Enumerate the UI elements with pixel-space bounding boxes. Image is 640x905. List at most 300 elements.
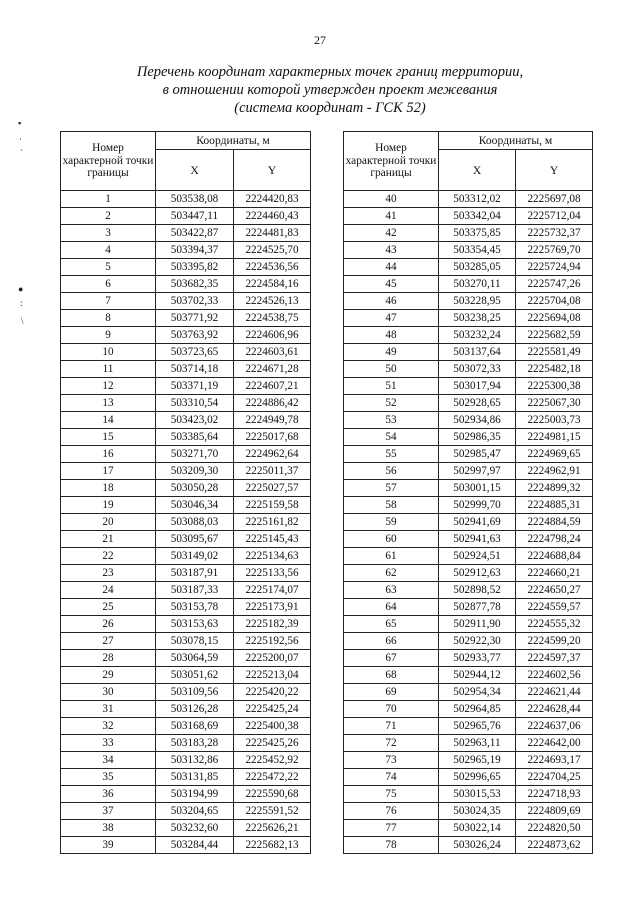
- x-coordinate-cell: 503312,02: [439, 191, 516, 208]
- point-number-cell: 72: [344, 735, 439, 752]
- x-coordinate-cell: 502941,69: [439, 514, 516, 531]
- y-coordinate-cell: 2225145,43: [234, 531, 311, 548]
- point-number-cell: 69: [344, 684, 439, 701]
- coordinates-header: Координаты, м: [156, 132, 311, 150]
- x-coordinate-cell: 502941,63: [439, 531, 516, 548]
- y-coordinate-cell: 2225017,68: [234, 429, 311, 446]
- y-coordinate-cell: 2224603,61: [234, 344, 311, 361]
- y-coordinate-cell: 2224481,83: [234, 225, 311, 242]
- x-coordinate-cell: 503232,60: [156, 820, 234, 837]
- x-coordinate-cell: 503394,37: [156, 242, 234, 259]
- y-coordinate-cell: 2225192,56: [234, 633, 311, 650]
- table-row: [344, 752, 593, 769]
- point-number-cell: 9: [61, 327, 156, 344]
- y-coordinate-cell: 2224688,84: [516, 548, 593, 565]
- x-coordinate-cell: 503051,62: [156, 667, 234, 684]
- y-coordinate-cell: 2224525,70: [234, 242, 311, 259]
- point-number-cell: 56: [344, 463, 439, 480]
- x-coordinate-cell: 503228,95: [439, 293, 516, 310]
- y-coordinate-cell: 2225161,82: [234, 514, 311, 531]
- x-coordinate-cell: 503285,05: [439, 259, 516, 276]
- y-coordinate-cell: 2224602,56: [516, 667, 593, 684]
- point-number-cell: 3: [61, 225, 156, 242]
- table-row: [344, 786, 593, 803]
- y-coordinate-cell: 2225581,49: [516, 344, 593, 361]
- table-row: [344, 395, 593, 412]
- y-coordinate-cell: 2225425,24: [234, 701, 311, 718]
- point-number-cell: 13: [61, 395, 156, 412]
- x-coordinate-cell: 503714,18: [156, 361, 234, 378]
- point-number-cell: 15: [61, 429, 156, 446]
- table-row: [61, 684, 311, 701]
- table-row: [344, 497, 593, 514]
- x-coordinate-cell: 503204,65: [156, 803, 234, 820]
- table-row: [61, 429, 311, 446]
- table-row: [344, 718, 593, 735]
- table-row: [61, 565, 311, 582]
- point-number-cell: 68: [344, 667, 439, 684]
- y-coordinate-cell: 2224538,75: [234, 310, 311, 327]
- table-row: [344, 616, 593, 633]
- x-coordinate-cell: 502934,86: [439, 412, 516, 429]
- table-row: [61, 837, 311, 854]
- table-row: [61, 769, 311, 786]
- point-number-cell: 31: [61, 701, 156, 718]
- table-row: [61, 327, 311, 344]
- y-coordinate-cell: 2225482,18: [516, 361, 593, 378]
- x-coordinate-cell: 503078,15: [156, 633, 234, 650]
- x-coordinate-cell: 502922,30: [439, 633, 516, 650]
- point-number-cell: 26: [61, 616, 156, 633]
- table-row: [61, 378, 311, 395]
- y-coordinate-cell: 2224693,17: [516, 752, 593, 769]
- x-coordinate-cell: 503001,15: [439, 480, 516, 497]
- x-coordinate-cell: 503046,34: [156, 497, 234, 514]
- point-number-cell: 21: [61, 531, 156, 548]
- y-coordinate-cell: 2225472,22: [234, 769, 311, 786]
- x-coordinate-cell: 502944,12: [439, 667, 516, 684]
- table-row: [61, 344, 311, 361]
- x-coordinate-cell: 503232,24: [439, 327, 516, 344]
- table-row: [61, 582, 311, 599]
- table-row: [61, 310, 311, 327]
- scan-mark: \: [21, 316, 24, 326]
- point-number-cell: 45: [344, 276, 439, 293]
- point-number-cell: 64: [344, 599, 439, 616]
- table-row: [344, 361, 593, 378]
- y-coordinate-cell: 2224885,31: [516, 497, 593, 514]
- x-coordinate-cell: 503422,87: [156, 225, 234, 242]
- y-coordinate-cell: 2224536,56: [234, 259, 311, 276]
- x-coordinate-cell: 503153,78: [156, 599, 234, 616]
- table-row: [61, 395, 311, 412]
- y-coordinate-cell: 2225682,59: [516, 327, 593, 344]
- y-coordinate-cell: 2225067,30: [516, 395, 593, 412]
- y-coordinate-cell: 2225027,57: [234, 480, 311, 497]
- table-row: [61, 497, 311, 514]
- table-row: [344, 565, 593, 582]
- y-coordinate-cell: 2225011,37: [234, 463, 311, 480]
- x-coordinate-cell: 502963,11: [439, 735, 516, 752]
- table-row: [344, 769, 593, 786]
- table-row: [61, 225, 311, 242]
- y-coordinate-cell: 2224798,24: [516, 531, 593, 548]
- x-coordinate-cell: 502999,70: [439, 497, 516, 514]
- table-row: [344, 480, 593, 497]
- y-coordinate-cell: 2224599,20: [516, 633, 593, 650]
- x-coordinate-cell: 502911,90: [439, 616, 516, 633]
- page-number: 27: [314, 33, 326, 47]
- y-coordinate-cell: 2224884,59: [516, 514, 593, 531]
- table-row: [344, 293, 593, 310]
- y-coordinate-cell: 2224597,37: [516, 650, 593, 667]
- point-number-cell: 67: [344, 650, 439, 667]
- y-coordinate-cell: 2224650,27: [516, 582, 593, 599]
- point-number-cell: 51: [344, 378, 439, 395]
- x-coordinate-cell: 503095,67: [156, 531, 234, 548]
- scan-mark: `: [20, 148, 23, 158]
- point-number-cell: 33: [61, 735, 156, 752]
- point-number-cell: 48: [344, 327, 439, 344]
- x-coordinate-cell: 503072,33: [439, 361, 516, 378]
- table-row: [344, 310, 593, 327]
- y-coordinate-cell: 2224621,44: [516, 684, 593, 701]
- table-row: [344, 820, 593, 837]
- table-row: [344, 837, 593, 854]
- x-coordinate-cell: 503284,44: [156, 837, 234, 854]
- point-number-cell: 18: [61, 480, 156, 497]
- y-coordinate-cell: 2225591,52: [234, 803, 311, 820]
- x-coordinate-cell: 503024,35: [439, 803, 516, 820]
- point-number-cell: 49: [344, 344, 439, 361]
- y-coordinate-cell: 2225732,37: [516, 225, 593, 242]
- y-coordinate-cell: 2225400,38: [234, 718, 311, 735]
- point-number-cell: 12: [61, 378, 156, 395]
- point-number-header: Номер характерной точки границы: [61, 132, 156, 191]
- table-row: [344, 582, 593, 599]
- point-number-cell: 35: [61, 769, 156, 786]
- x-coordinate-cell: 502986,35: [439, 429, 516, 446]
- table-body: [344, 191, 593, 854]
- y-coordinate-cell: 2224873,62: [516, 837, 593, 854]
- y-coordinate-cell: 2225697,08: [516, 191, 593, 208]
- y-coordinate-cell: 2225769,70: [516, 242, 593, 259]
- point-number-cell: 58: [344, 497, 439, 514]
- point-number-cell: 57: [344, 480, 439, 497]
- point-number-cell: 23: [61, 565, 156, 582]
- x-coordinate-cell: 503149,02: [156, 548, 234, 565]
- point-number-cell: 66: [344, 633, 439, 650]
- y-coordinate-cell: 2225452,92: [234, 752, 311, 769]
- x-coordinate-cell: 502924,51: [439, 548, 516, 565]
- point-number-cell: 37: [61, 803, 156, 820]
- y-coordinate-cell: 2224642,00: [516, 735, 593, 752]
- y-coordinate-cell: 2225182,39: [234, 616, 311, 633]
- table-row: [344, 378, 593, 395]
- point-number-cell: 41: [344, 208, 439, 225]
- point-number-cell: 4: [61, 242, 156, 259]
- y-coordinate-cell: 2224660,21: [516, 565, 593, 582]
- table-row: [61, 480, 311, 497]
- y-coordinate-cell: 2224718,93: [516, 786, 593, 803]
- y-coordinate-cell: 2224820,50: [516, 820, 593, 837]
- table-row: [61, 650, 311, 667]
- table-row: [344, 463, 593, 480]
- scan-mark: :: [20, 298, 23, 308]
- y-coordinate-cell: 2224584,16: [234, 276, 311, 293]
- y-coordinate-cell: 2224460,43: [234, 208, 311, 225]
- table-row: [344, 327, 593, 344]
- point-number-cell: 25: [61, 599, 156, 616]
- point-number-cell: 20: [61, 514, 156, 531]
- x-coordinate-cell: 503187,91: [156, 565, 234, 582]
- y-coordinate-cell: 2225682,13: [234, 837, 311, 854]
- table-row: [344, 599, 593, 616]
- table-row: [344, 650, 593, 667]
- y-coordinate-cell: 2224949,78: [234, 412, 311, 429]
- x-coordinate-cell: 503270,11: [439, 276, 516, 293]
- table-row: [344, 429, 593, 446]
- point-number-cell: 43: [344, 242, 439, 259]
- point-number-cell: 10: [61, 344, 156, 361]
- x-coordinate-cell: 503385,64: [156, 429, 234, 446]
- x-coordinate-cell: 502877,78: [439, 599, 516, 616]
- scan-mark: ●: [18, 284, 24, 294]
- point-number-cell: 36: [61, 786, 156, 803]
- x-coordinate-cell: 503702,33: [156, 293, 234, 310]
- x-coordinate-cell: 503064,59: [156, 650, 234, 667]
- y-coordinate-cell: 2224981,15: [516, 429, 593, 446]
- table-row: [61, 412, 311, 429]
- point-number-cell: 42: [344, 225, 439, 242]
- document-title: [60, 63, 600, 117]
- point-number-cell: 46: [344, 293, 439, 310]
- x-coordinate-cell: 503022,14: [439, 820, 516, 837]
- table-row: [61, 599, 311, 616]
- x-coordinate-cell: 503017,94: [439, 378, 516, 395]
- point-number-cell: 27: [61, 633, 156, 650]
- table-row: [344, 191, 593, 208]
- point-number-cell: 76: [344, 803, 439, 820]
- y-coordinate-cell: 2225425,26: [234, 735, 311, 752]
- table-row: [61, 446, 311, 463]
- y-coordinate-cell: 2224555,32: [516, 616, 593, 633]
- table-row: [61, 531, 311, 548]
- y-coordinate-cell: 2225704,08: [516, 293, 593, 310]
- x-coordinate-cell: 503371,19: [156, 378, 234, 395]
- point-number-cell: 29: [61, 667, 156, 684]
- point-number-cell: 6: [61, 276, 156, 293]
- scan-mark: ·: [19, 134, 22, 144]
- y-coordinate-cell: 2224962,64: [234, 446, 311, 463]
- y-coordinate-cell: 2225003,73: [516, 412, 593, 429]
- x-coordinate-cell: 503015,53: [439, 786, 516, 803]
- table-row: [61, 667, 311, 684]
- y-header: Y: [234, 150, 311, 191]
- table-row: [344, 531, 593, 548]
- x-coordinate-cell: 503132,86: [156, 752, 234, 769]
- x-coordinate-cell: 503447,11: [156, 208, 234, 225]
- point-number-cell: 74: [344, 769, 439, 786]
- point-number-cell: 60: [344, 531, 439, 548]
- point-number-cell: 19: [61, 497, 156, 514]
- x-coordinate-cell: 503153,63: [156, 616, 234, 633]
- x-coordinate-cell: 503723,65: [156, 344, 234, 361]
- y-coordinate-cell: 2224671,28: [234, 361, 311, 378]
- point-number-cell: 24: [61, 582, 156, 599]
- x-coordinate-cell: 503271,70: [156, 446, 234, 463]
- point-number-cell: 70: [344, 701, 439, 718]
- table-row: [61, 259, 311, 276]
- table-row: [61, 633, 311, 650]
- table-row: [61, 752, 311, 769]
- x-coordinate-cell: 503682,35: [156, 276, 234, 293]
- point-number-cell: 52: [344, 395, 439, 412]
- x-coordinate-cell: 503310,54: [156, 395, 234, 412]
- point-number-cell: 22: [61, 548, 156, 565]
- x-coordinate-cell: 503131,85: [156, 769, 234, 786]
- point-number-cell: 16: [61, 446, 156, 463]
- table-row: [344, 259, 593, 276]
- point-number-cell: 50: [344, 361, 439, 378]
- y-coordinate-cell: 2224628,44: [516, 701, 593, 718]
- point-number-cell: 38: [61, 820, 156, 837]
- point-number-cell: 40: [344, 191, 439, 208]
- y-coordinate-cell: 2225724,94: [516, 259, 593, 276]
- y-coordinate-cell: 2225133,56: [234, 565, 311, 582]
- point-number-cell: 55: [344, 446, 439, 463]
- point-number-cell: 61: [344, 548, 439, 565]
- table-row: [61, 548, 311, 565]
- table-row: [344, 633, 593, 650]
- table-row: [344, 412, 593, 429]
- point-number-cell: 39: [61, 837, 156, 854]
- x-coordinate-cell: 503183,28: [156, 735, 234, 752]
- point-number-cell: 28: [61, 650, 156, 667]
- title-line: (система координат - ГСК 52): [234, 100, 426, 116]
- point-number-cell: 30: [61, 684, 156, 701]
- y-coordinate-cell: 2224526,13: [234, 293, 311, 310]
- x-coordinate-cell: 503126,28: [156, 701, 234, 718]
- point-number-cell: 47: [344, 310, 439, 327]
- y-coordinate-cell: 2224962,91: [516, 463, 593, 480]
- point-number-cell: 73: [344, 752, 439, 769]
- table-body: [61, 191, 311, 854]
- y-coordinate-cell: 2225694,08: [516, 310, 593, 327]
- x-coordinate-cell: 502965,19: [439, 752, 516, 769]
- table-row: [344, 701, 593, 718]
- y-header: Y: [516, 150, 593, 191]
- point-number-cell: 59: [344, 514, 439, 531]
- x-coordinate-cell: 502965,76: [439, 718, 516, 735]
- point-number-cell: 63: [344, 582, 439, 599]
- coordinates-table-left: [60, 131, 311, 854]
- table-row: [61, 463, 311, 480]
- point-number-cell: 5: [61, 259, 156, 276]
- point-number-cell: 71: [344, 718, 439, 735]
- y-coordinate-cell: 2225626,21: [234, 820, 311, 837]
- x-coordinate-cell: 502985,47: [439, 446, 516, 463]
- coordinates-table-right: [343, 131, 593, 854]
- x-coordinate-cell: 502996,65: [439, 769, 516, 786]
- x-coordinate-cell: 503109,56: [156, 684, 234, 701]
- x-coordinate-cell: 503026,24: [439, 837, 516, 854]
- point-number-cell: 7: [61, 293, 156, 310]
- table-row: [61, 361, 311, 378]
- table-row: [61, 293, 311, 310]
- table-row: [61, 701, 311, 718]
- y-coordinate-cell: 2225213,04: [234, 667, 311, 684]
- y-coordinate-cell: 2224704,25: [516, 769, 593, 786]
- table-row: [344, 276, 593, 293]
- y-coordinate-cell: 2224969,65: [516, 446, 593, 463]
- title-line: в отношении которой утвержден проект межевания: [162, 82, 498, 98]
- x-coordinate-cell: 502954,34: [439, 684, 516, 701]
- table-row: [61, 820, 311, 837]
- point-number-cell: 54: [344, 429, 439, 446]
- table-row: [344, 514, 593, 531]
- y-coordinate-cell: 2225420,22: [234, 684, 311, 701]
- coordinates-header: Координаты, м: [439, 132, 593, 150]
- x-coordinate-cell: 503168,69: [156, 718, 234, 735]
- y-coordinate-cell: 2225590,68: [234, 786, 311, 803]
- point-number-cell: 75: [344, 786, 439, 803]
- x-coordinate-cell: 503050,28: [156, 480, 234, 497]
- y-coordinate-cell: 2225200,07: [234, 650, 311, 667]
- x-coordinate-cell: 503538,08: [156, 191, 234, 208]
- x-coordinate-cell: 503423,02: [156, 412, 234, 429]
- x-header: X: [156, 150, 234, 191]
- table-row: [344, 446, 593, 463]
- y-coordinate-cell: 2225712,04: [516, 208, 593, 225]
- y-coordinate-cell: 2224899,32: [516, 480, 593, 497]
- table-row: [344, 684, 593, 701]
- scan-mark: ▪: [18, 118, 22, 128]
- point-number-cell: 53: [344, 412, 439, 429]
- y-coordinate-cell: 2225159,58: [234, 497, 311, 514]
- point-number-cell: 17: [61, 463, 156, 480]
- x-coordinate-cell: 502933,77: [439, 650, 516, 667]
- y-coordinate-cell: 2224559,57: [516, 599, 593, 616]
- y-coordinate-cell: 2225134,63: [234, 548, 311, 565]
- table-row: [61, 191, 311, 208]
- x-coordinate-cell: 503194,99: [156, 786, 234, 803]
- table-row: [344, 803, 593, 820]
- table-row: [344, 242, 593, 259]
- point-number-cell: 2: [61, 208, 156, 225]
- x-coordinate-cell: 503395,82: [156, 259, 234, 276]
- table-row: [344, 225, 593, 242]
- x-coordinate-cell: 502964,85: [439, 701, 516, 718]
- x-coordinate-cell: 503375,85: [439, 225, 516, 242]
- x-coordinate-cell: 502928,65: [439, 395, 516, 412]
- y-coordinate-cell: 2224637,06: [516, 718, 593, 735]
- point-number-cell: 8: [61, 310, 156, 327]
- point-number-cell: 11: [61, 361, 156, 378]
- point-number-cell: 44: [344, 259, 439, 276]
- table-row: [61, 514, 311, 531]
- table-row: [61, 208, 311, 225]
- x-coordinate-cell: 502912,63: [439, 565, 516, 582]
- table-row: [344, 208, 593, 225]
- point-number-header: Номер характерной точки границы: [344, 132, 439, 191]
- y-coordinate-cell: 2225174,07: [234, 582, 311, 599]
- y-coordinate-cell: 2224607,21: [234, 378, 311, 395]
- point-number-cell: 34: [61, 752, 156, 769]
- point-number-cell: 14: [61, 412, 156, 429]
- x-coordinate-cell: 502997,97: [439, 463, 516, 480]
- x-coordinate-cell: 503771,92: [156, 310, 234, 327]
